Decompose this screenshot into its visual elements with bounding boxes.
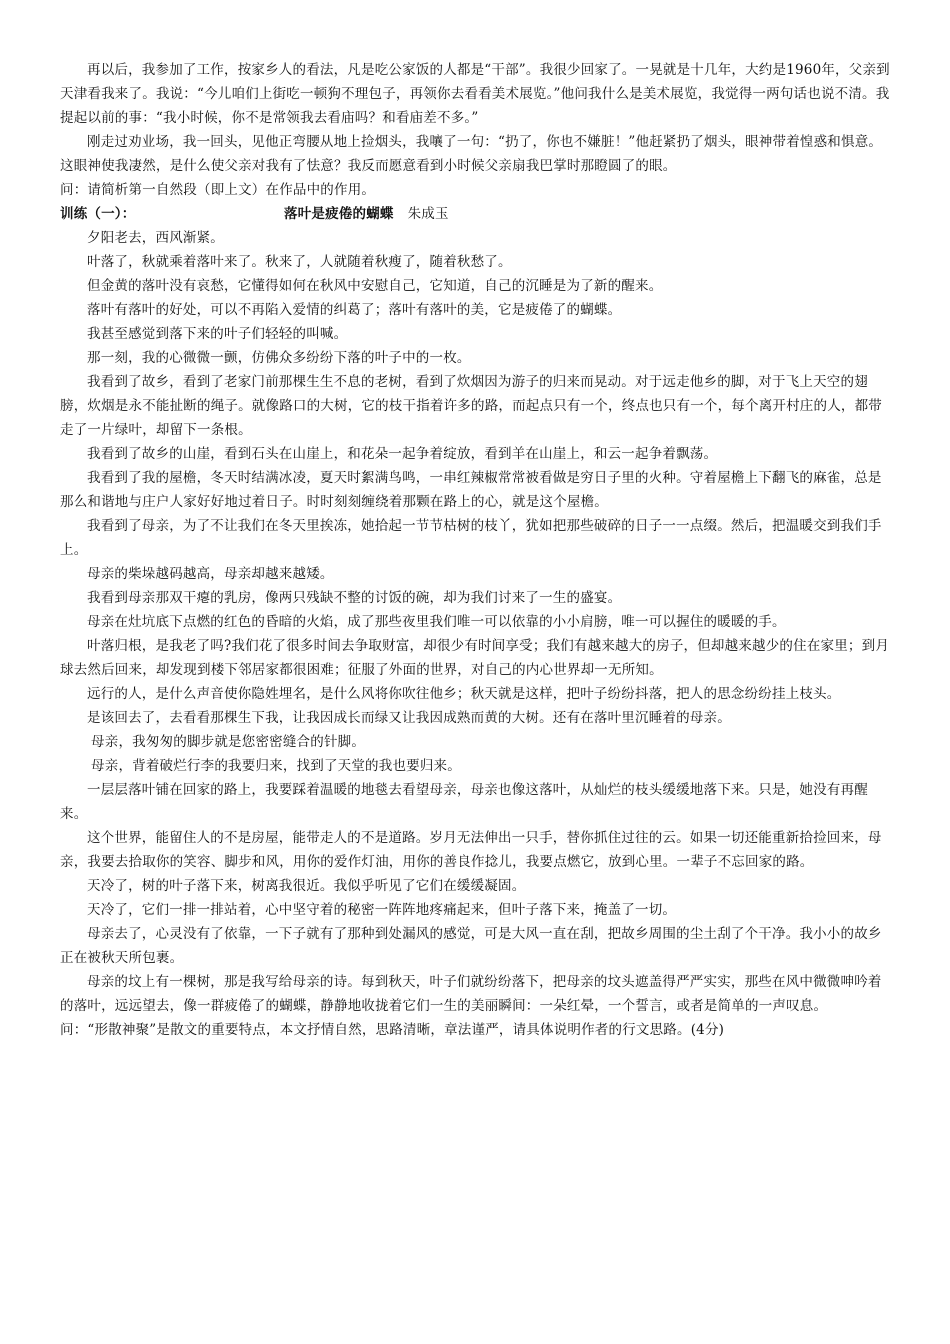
essay-paragraph-4: 落叶有落叶的好处，可以不再陷入爱情的纠葛了；落叶有落叶的美，它是疲倦了的蝴蝶。 xyxy=(87,302,622,318)
essay-paragraph-6: 那一刻，我的心微微一颤，仿佛众多纷纷下落的叶子中的一枚。 xyxy=(87,350,471,366)
essay-paragraph-24: 母亲的坟上有一棵树，那是我写给母亲的诗。每到秋天，叶子们就纷纷落下，把母亲的坟头遮盖得严严实实，那些在风中微微呻吟着的落叶，远远望去，像一群疲倦了的蝴蝶，静静地收拢着它们一生的美丽瞬间：一朵红晕，一个誓言，或者是简单的一声叹息。 xyxy=(60,974,882,1014)
essay-title: 落叶是疲倦的蝴蝶 xyxy=(284,206,394,222)
essay-paragraph-9: 我看到了我的屋檐，冬天时结满冰凌，夏天时絮满鸟鸣，一串红辣椒常常被看做是穷日子里的火种。守着屋檐上下翻飞的麻雀，总是那么和谐地与庄户人家好好地过着日子。时时刻刻缠绕着那颗在路上的心，就是这个屋檐。 xyxy=(60,470,882,510)
essay-paragraph-8: 我看到了故乡的山崖，看到石头在山崖上，和花朵一起争着绽放，看到羊在山崖上，和云一起争着飘荡。 xyxy=(87,446,718,462)
essay-author: 朱成玉 xyxy=(407,206,449,222)
essay-paragraph-19: 一层层落叶铺在回家的路上，我要踩着温暖的地毯去看望母亲，母亲也像这落叶，从灿烂的枝头缓缓地落下来。只是，她没有再醒来。 xyxy=(60,782,868,822)
essay-paragraph-13: 母亲在灶坑底下点燃的红色的昏暗的火焰，成了那些夜里我们唯一可以依靠的小小肩膀，唯一可以握住的暖暖的手。 xyxy=(87,614,786,630)
essay-paragraph-22: 天冷了，它们一排一排站着，心中坚守着的秘密一阵阵地疼痛起来，但叶子落下来，掩盖了一切。 xyxy=(87,902,677,918)
essay-paragraph-10: 我看到了母亲，为了不让我们在冬天里挨冻，她拾起一节节枯树的枝丫，犹如把那些破碎的日子一一点缀。然后，把温暖交到我们手上。 xyxy=(60,518,882,558)
intro-question: 问：请简析第一自然段（即上文）在作品中的作用。 xyxy=(60,182,376,198)
intro-paragraph-1: 再以后，我参加了工作，按家乡人的看法，凡是吃公家饭的人都是“干部”。我很少回家了。一晃就是十几年，大约是1960年，父亲到天津看我来了。我说：“今儿咱们上街吃一顿狗不理包子，再领你去看看美术展览。”他问我什么是美术展览，我觉得一两句话也说不清。我提起以前的事：“我小时候，你不是常领我去看庙吗？和看庙差不多。” xyxy=(60,62,890,126)
essay-paragraph-23: 母亲去了，心灵没有了依靠，一下子就有了那种到处漏风的感觉，可是大风一直在刮，把故乡周围的尘土刮了个干净。我小小的故乡正在被秋天所包裹。 xyxy=(60,926,882,966)
document-page xyxy=(60,58,894,1042)
essay-paragraph-18: 母亲，背着破烂行李的我要归来，找到了天堂的我也要归来。 xyxy=(91,758,461,774)
essay-paragraph-15: 远行的人，是什么声音使你隐姓埋名，是什么风将你吹往他乡；秋天就是这样，把叶子纷纷抖落，把人的思念纷纷挂上枝头。 xyxy=(87,686,841,702)
essay-paragraph-17: 母亲，我匆匆的脚步就是您密密缝合的针脚。 xyxy=(91,734,366,750)
essay-paragraph-1: 夕阳老去，西风渐紧。 xyxy=(87,230,224,246)
essay-paragraph-7: 我看到了故乡，看到了老家门前那棵生生不息的老树，看到了炊烟因为游子的归来而晃动。对于远走他乡的脚，对于飞上天空的翅膀，炊烟是永不能扯断的绳子。就像路口的大树，它的枝干指着许多的路，而起点只有一个，终点也只有一个，每个离开村庄的人，都带走了一片绿叶，却留下一条根。 xyxy=(60,374,882,438)
essay-paragraph-20: 这个世界，能留住人的不是房屋，能带走人的不是道路。岁月无法伸出一只手，替你抓住过往的云。如果一切还能重新拾捡回来，母亲，我要去拾取你的笑容、脚步和风，用你的爱作灯油，用你的善良作捻儿，我要点燃它，放到心里。一辈子不忘回家的路。 xyxy=(60,830,882,870)
essay-paragraph-16: 是该回去了，去看看那棵生下我，让我因成长而绿又让我因成熟而黄的大树。还有在落叶里沉睡着的母亲。 xyxy=(87,710,731,726)
essay-paragraph-3: 但金黄的落叶没有哀愁，它懂得如何在秋风中安慰自己，它知道，自己的沉睡是为了新的醒来。 xyxy=(87,278,663,294)
intro-paragraph-2: 刚走过劝业场，我一回头，见他正弯腰从地上捡烟头，我嚷了一句：“扔了，你也不嫌脏！”他赶紧扔了烟头，眼神带着惶惑和惧意。这眼神使我凄然，是什么使父亲对我有了怯意？我反而愿意看到小时候父亲扇我巴掌时那瞪圆了的眼。 xyxy=(60,134,883,174)
essay-paragraph-2: 叶落了，秋就乘着落叶来了。秋来了，人就随着秋瘦了，随着秋愁了。 xyxy=(87,254,512,270)
essay-paragraph-21: 天冷了，树的叶子落下来，树离我很近。我似乎听见了它们在缓缓凝固。 xyxy=(87,878,526,894)
essay-paragraph-5: 我甚至感觉到落下来的叶子们轻轻的叫喊。 xyxy=(87,326,348,342)
essay-paragraph-12: 我看到母亲那双干瘪的乳房，像两只残缺不整的讨饭的碗，却为我们讨来了一生的盛宴。 xyxy=(87,590,622,606)
essay-paragraph-11: 母亲的柴垛越码越高，母亲却越来越矮。 xyxy=(87,566,334,582)
essay-question: 问：“形散神聚”是散文的重要特点，本文抒情自然，思路清晰，章法谨严，请具体说明作者的行文思路。(4分) xyxy=(60,1022,725,1038)
exercise-label: 训练（一）： xyxy=(60,206,136,222)
exercise-heading xyxy=(60,202,894,226)
essay-paragraph-14: 叶落归根，是我老了吗?我们花了很多时间去争取财富，却很少有时间享受；我们有越来越大的房子，但却越来越少的住在家里；到月球去然后回来，却发现到楼下邻居家都很困难；征服了外面的世界，对自己的内心世界却一无所知。 xyxy=(60,638,890,678)
